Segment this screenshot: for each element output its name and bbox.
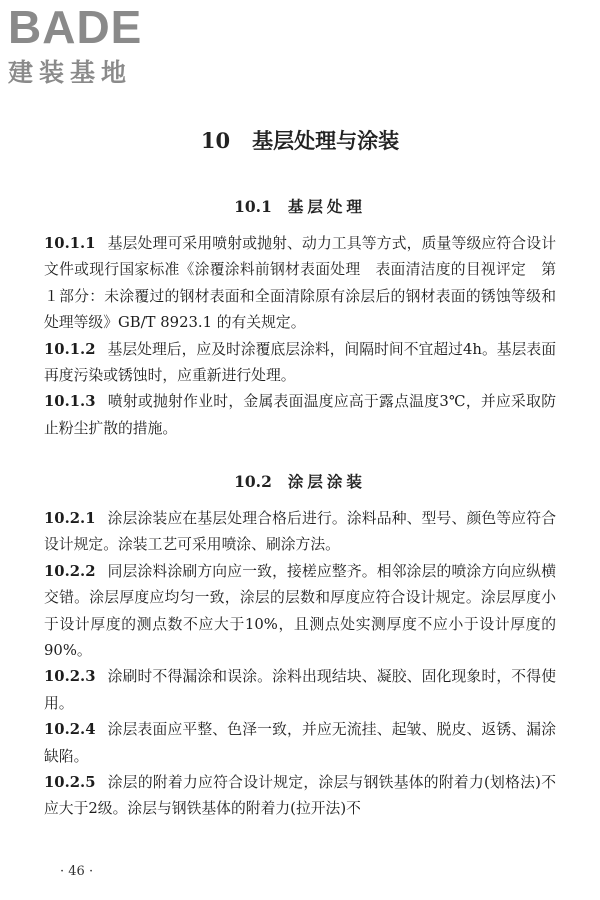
logo-tagline: 建装基地 [8,58,133,87]
clause-number: 10.2.5 [44,774,96,792]
section-body [44,506,556,823]
clause-text: 涂层的附着力应符合设计规定，涂层与钢铁基体的附着力(划格法)不应大于2级。涂层与钢铁基体的附着力(拉开法)不 [44,774,556,818]
clause-text: 同层涂料涂刷方向应一致，接槎应整齐。相邻涂层的喷涂方向应纵横交错。涂层厚度应均匀一致，涂层的层数和厚度应符合设计规定。涂层厚度小于设计厚度的测点数不应大于10%，且测点处实测厚度不应小于设计厚度的90%。 [44,562,556,660]
section-title: 涂层涂装 [287,472,366,491]
clause-number: 10.2.3 [44,668,96,686]
clause-text: 基层处理可采用喷射或抛射、动力工具等方式，质量等级应符合设计文件或现行国家标准《涂覆涂料前钢材表面处理 表面清洁度的目视评定 第１部分：未涂覆过的钢材表面和全面清除原有涂层后的钢材表面的锈蚀等级和处理等级》GB/T 8923.1 的有关规定。 [44,235,556,332]
clause [44,337,556,390]
clause [44,231,556,337]
clause [44,717,556,770]
clause-number: 10.1.3 [44,393,96,411]
clause-number: 10.2.1 [44,510,96,527]
section-heading [0,471,600,493]
clause [44,506,556,559]
logo-brand: BADE [8,1,143,53]
publisher-logo [8,1,178,90]
page-number: · 46 · [60,864,94,879]
clause-text: 涂刷时不得漏涂和误涂。涂料出现结块、凝胶、固化现象时，不得使用。 [44,668,556,712]
section-body [44,231,556,442]
clause [44,664,556,717]
clause-number: 10.2.4 [44,721,96,739]
clause-number: 10.2.2 [44,562,96,580]
section-title: 基层处理 [287,197,366,216]
clause-text: 涂层表面应平整、色泽一致，并应无流挂、起皱、脱皮、返锈、漏涂缺陷。 [44,721,556,765]
clause-number: 10.1.2 [44,340,96,358]
clause [44,389,556,442]
chapter-heading: 基层处理与涂装 [252,128,400,153]
section-number: 10.1 [234,197,272,216]
clause [44,770,556,823]
chapter-title [0,126,600,156]
clause-text: 喷射或抛射作业时，金属表面温度应高于露点温度3℃，并应采取防止粉尘扩散的措施。 [44,393,556,437]
section-heading [0,196,600,218]
chapter-number: 10 [200,128,231,153]
clause-number: 10.1.1 [44,235,96,252]
clause-text: 涂层涂装应在基层处理合格后进行。涂料品种、型号、颜色等应符合设计规定。涂装工艺可采用喷涂、刷涂方法。 [44,510,556,554]
clause-text: 基层处理后，应及时涂覆底层涂料，间隔时间不宜超过4h。基层表面再度污染或锈蚀时，应重新进行处理。 [44,340,556,385]
section-number: 10.2 [234,472,272,491]
clause [44,559,556,665]
